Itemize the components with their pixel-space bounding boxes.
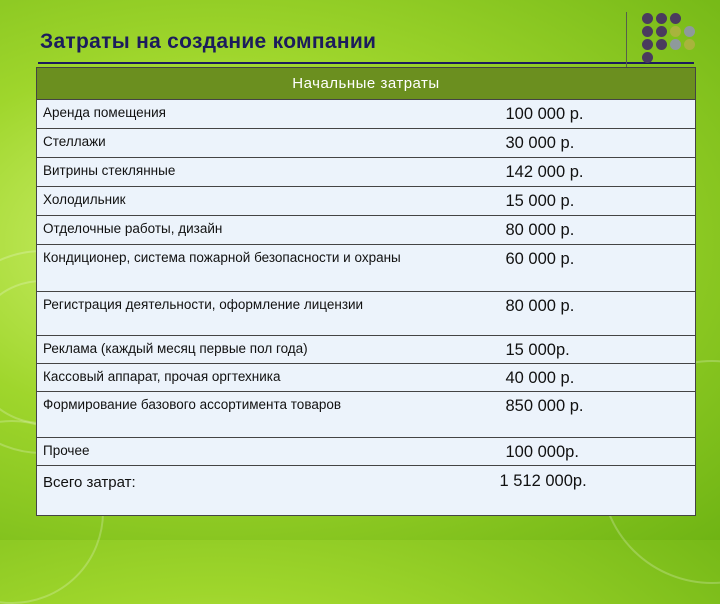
title-underline	[38, 62, 694, 64]
cost-label: Аренда помещения	[37, 100, 488, 129]
dot	[670, 39, 681, 50]
dot	[670, 13, 681, 24]
dot	[670, 26, 681, 37]
table-row	[37, 438, 696, 466]
cost-value: 40 000 р.	[488, 364, 696, 392]
dot	[656, 26, 667, 37]
cost-label: Кассовый аппарат, прочая оргтехника	[37, 364, 488, 392]
cost-value: 850 000 р.	[488, 392, 696, 438]
cost-label: Формирование базового ассортимента товаров	[37, 392, 488, 438]
dot	[656, 13, 667, 24]
cost-value: 30 000 р.	[488, 129, 696, 158]
cost-label: Витрины стеклянные	[37, 158, 488, 187]
total-label: Всего затрат:	[37, 466, 488, 516]
cost-label: Отделочные работы, дизайн	[37, 216, 488, 245]
table-header: Начальные затраты	[37, 68, 696, 100]
costs-table	[36, 67, 696, 516]
dot	[642, 52, 653, 63]
table-row	[37, 336, 696, 364]
cost-value: 15 000р.	[488, 336, 696, 364]
dot	[656, 39, 667, 50]
table-row	[37, 129, 696, 158]
table-row	[37, 292, 696, 336]
dot	[684, 26, 695, 37]
cost-value: 142 000 р.	[488, 158, 696, 187]
dot-grid-decoration	[642, 13, 708, 63]
cost-value: 100 000р.	[488, 438, 696, 466]
dot	[642, 39, 653, 50]
cost-label: Кондиционер, система пожарной безопасности и охраны	[37, 245, 488, 292]
cost-label: Реклама (каждый месяц первые пол года)	[37, 336, 488, 364]
cost-value: 15 000 р.	[488, 187, 696, 216]
cost-value: 60 000 р.	[488, 245, 696, 292]
table-row	[37, 364, 696, 392]
table-row	[37, 100, 696, 129]
cost-label: Холодильник	[37, 187, 488, 216]
cost-label: Стеллажи	[37, 129, 488, 158]
cost-value: 100 000 р.	[488, 100, 696, 129]
table-row	[37, 245, 696, 292]
table-row	[37, 158, 696, 187]
cost-value: 80 000 р.	[488, 216, 696, 245]
total-row	[37, 466, 696, 516]
dot	[684, 39, 695, 50]
cost-value: 80 000 р.	[488, 292, 696, 336]
cost-label: Регистрация деятельности, оформление лицензии	[37, 292, 488, 336]
dot	[642, 26, 653, 37]
slide-title: Затраты на создание компании	[40, 30, 377, 53]
divider-line	[626, 12, 627, 70]
table-row	[37, 187, 696, 216]
table-row	[37, 392, 696, 438]
cost-label: Прочее	[37, 438, 488, 466]
total-value: 1 512 000р.	[488, 466, 696, 516]
table-row	[37, 216, 696, 245]
dot	[642, 13, 653, 24]
